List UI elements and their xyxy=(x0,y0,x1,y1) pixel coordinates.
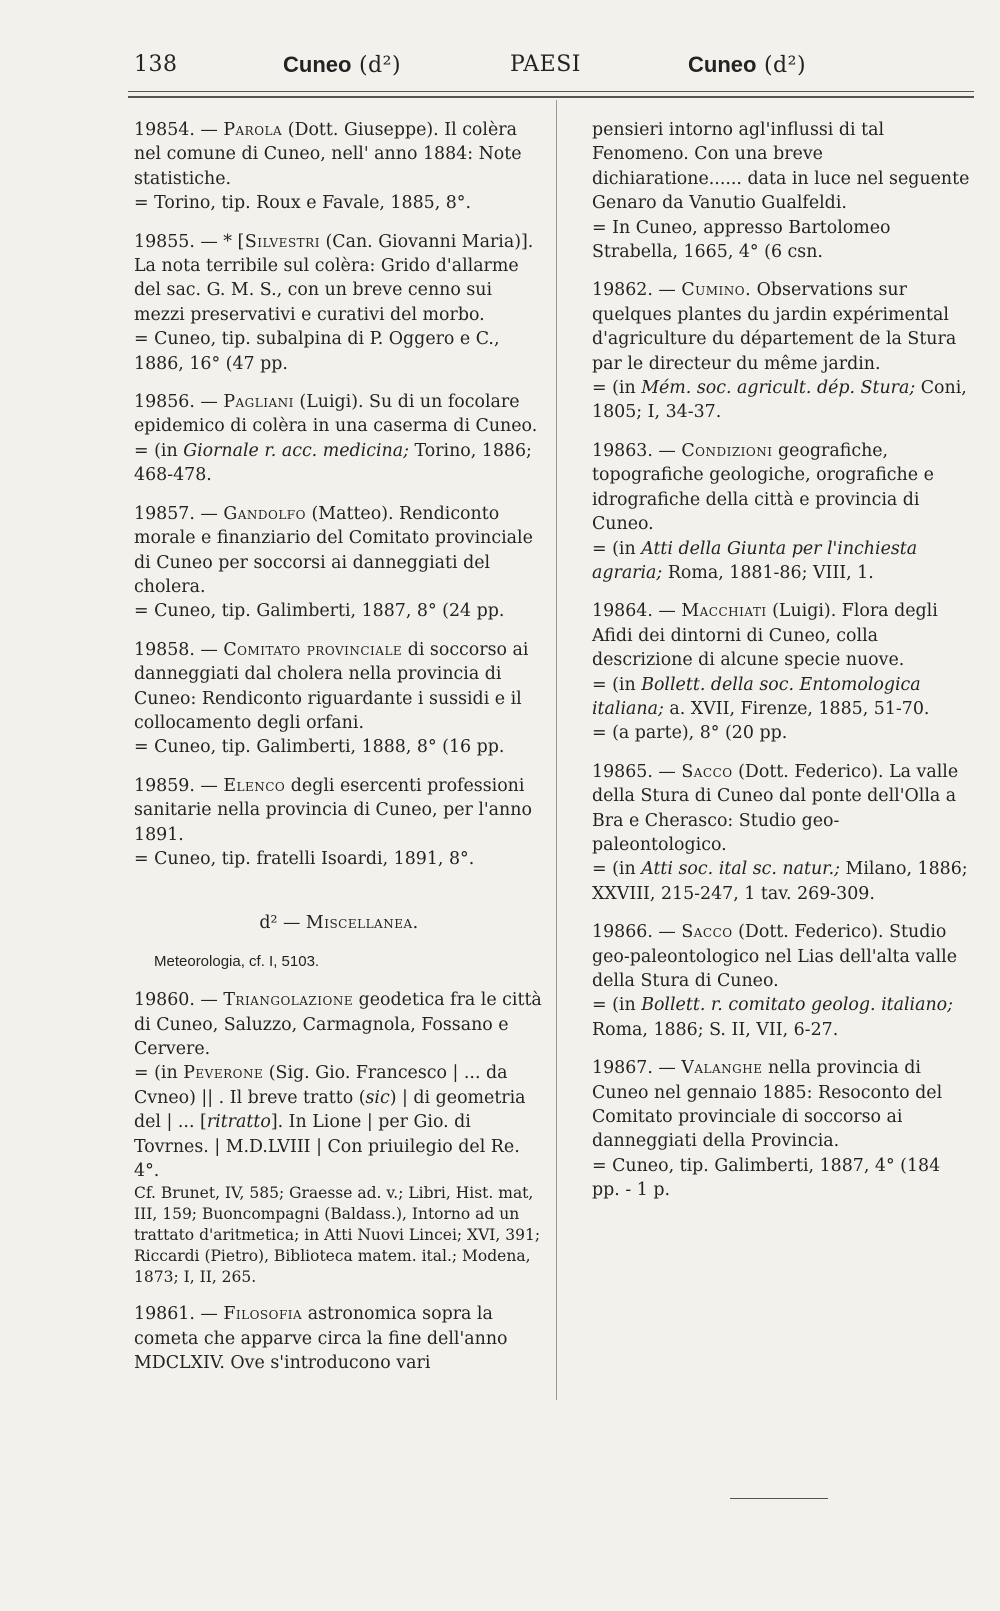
entry-author: Parola xyxy=(223,120,283,140)
header-left-code: (d²) xyxy=(358,53,402,78)
header-rule-top xyxy=(128,91,974,92)
imprint-prefix: = (in xyxy=(134,440,184,461)
imprint-prefix: = (in xyxy=(592,538,642,559)
entry-text xyxy=(134,502,544,600)
imprint-journal: Mém. soc. agricult. dép. Stura; xyxy=(641,378,916,399)
entry-number: 19863. — xyxy=(592,440,676,461)
entry-number: 19855. — * xyxy=(134,231,232,252)
entry-description: (Dott. Giuseppe). Il colèra nel comune di Cuneo, nell' anno 1884: Note statistiche. xyxy=(134,120,522,189)
entry-imprint: = Cuneo, tip. Galimberti, 1888, 8° (16 pp. xyxy=(134,737,505,758)
imprint-suffix: ]. In Lione | per Gio. di Tovrnes. | M.D.LVIII | Con priuilegio del Re. 4°. xyxy=(134,1112,520,1182)
entry-imprint xyxy=(592,376,972,425)
entry-description: degli esercenti professioni sanitarie nella provincia di Cuneo, per l'anno 1891. xyxy=(134,775,532,845)
entry-description: nella provincia di Cuneo nel gennaio 1885: Resoconto del Comitato provinciale di soccorso ai danneggiati della Provincia. xyxy=(592,1058,943,1152)
entry-author: Pagliani xyxy=(223,392,294,413)
section-title: Miscellanea. xyxy=(305,913,419,934)
entry-text xyxy=(134,390,544,439)
entry-19864 xyxy=(592,599,972,745)
entry-continuation: pensieri intorno agl'influssi di tal Fenomeno. Con una breve dichiaratione...... data in luce nel seguente Genaro da Vanutio Gualfeldi. xyxy=(592,120,970,214)
imprint-suffix: Torino, 1886; 468-478. xyxy=(134,440,532,486)
entry-imprint: = Cuneo, tip. fratelli Isoardi, 1891, 8°. xyxy=(134,848,475,869)
entry-text xyxy=(134,774,544,847)
entry-text xyxy=(134,988,544,1061)
imprint-ritratto: ritratto xyxy=(206,1112,271,1133)
entry-description: di soccorso ai danneggiati dal cholera nella provincia di Cuneo: Rendiconto riguardante i sussidi e il collocamento degli orfani. xyxy=(134,639,529,733)
imprint-suffix: Roma, 1881-86; VIII, 1. xyxy=(662,562,874,583)
entry-description: (Luigi). Su di un focolare epidemico di colèra in una caserma di Cuneo. xyxy=(134,392,538,437)
imprint-journal: Giornale r. acc. medicina; xyxy=(183,440,409,461)
imprint-suffix: Roma, 1886; S. II, VII, 6-27. xyxy=(592,1019,839,1040)
header-center: PAESI xyxy=(510,52,581,77)
entry-19857 xyxy=(134,502,544,624)
imprint-suffix: Milano, 1886; XXVIII, 215-247, 1 tav. 269-309. xyxy=(592,859,968,904)
column-divider xyxy=(556,100,557,1400)
entry-text xyxy=(134,1302,544,1375)
entry-number: 19856. — xyxy=(134,392,218,413)
entry-author: Cumino. xyxy=(681,280,752,301)
entry-19860 xyxy=(134,988,544,1288)
entry-imprint: = Cuneo, tip. Galimberti, 1887, 8° (24 pp. xyxy=(134,601,505,622)
imprint-journal: Bollett. della soc. Entomologica italiana; xyxy=(592,674,921,719)
entry-imprint: = Cuneo, tip. subalpina di P. Oggero e C., 1886, 16° (47 pp. xyxy=(134,329,500,374)
header-right-code: (d²) xyxy=(763,53,807,78)
entry-19858 xyxy=(134,638,544,760)
page-number: 138 xyxy=(134,52,178,77)
entry-number: 19854. — xyxy=(134,120,218,140)
entry-author: Gandolfo xyxy=(223,503,306,524)
entry-19856 xyxy=(134,390,544,488)
section-heading xyxy=(134,911,544,935)
entry-description: geografiche, topografiche geologiche, orografiche e idrografiche della città e provincia di Cuneo. xyxy=(592,440,934,535)
entry-text xyxy=(134,638,544,736)
entry-description: astronomica sopra la cometa che apparve circa la fine dell'anno MDCLXIV. Ove s'introducono vari xyxy=(134,1304,508,1374)
entry-19855 xyxy=(134,230,544,376)
entry-number: 19858. — xyxy=(134,639,218,660)
entry-description: (Dott. Federico). Studio geo-paleontologico nel Lias dell'alta valle della Stura di Cuneo. xyxy=(592,922,957,991)
entry-imprint xyxy=(592,537,972,586)
entry-number: 19859. — xyxy=(134,775,218,796)
entry-19866 xyxy=(592,920,972,1042)
entry-imprint xyxy=(592,673,972,722)
entry-19854 xyxy=(134,118,544,216)
entry-number: 19860. — xyxy=(134,990,218,1011)
right-column xyxy=(592,118,972,1217)
end-rule xyxy=(730,1498,828,1499)
section-dash: — xyxy=(282,913,301,934)
entry-author: Triangolazione xyxy=(223,990,354,1011)
imprint-middle: (Sig. Gio. Francesco | ... da Cvneo) || . Il breve tratto ( xyxy=(134,1063,508,1108)
entry-imprint: = In Cuneo, appresso Bartolomeo Strabella, 1665, 4° (6 csn. xyxy=(592,217,891,263)
entry-19861 xyxy=(134,1302,544,1375)
header-right-place: Cuneo xyxy=(688,52,757,77)
entry-description: (Matteo). Rendiconto morale e finanziario del Comitato provinciale di Cuneo per soccorsi ai danneggiati del cholera. xyxy=(134,503,533,597)
imprint-prefix: = (in xyxy=(592,995,642,1016)
entry-text xyxy=(592,439,972,537)
entry-imprint xyxy=(134,439,544,488)
entry-19865 xyxy=(592,760,972,906)
entry-description: (Luigi). Flora degli Afidi dei dintorni di Cuneo, colla descrizione di alcune specie nuove. xyxy=(592,601,938,671)
header-rule-bottom xyxy=(128,96,974,98)
cross-reference: Meteorologia, cf. I, 5103. xyxy=(154,952,320,970)
entry-author: Condizioni xyxy=(681,440,773,461)
entry-number: 19862. — xyxy=(592,280,676,301)
imprint-journal: Atti soc. ital sc. natur.; xyxy=(641,859,840,880)
entry-19863 xyxy=(592,439,972,585)
entry-description: geodetica fra le città di Cuneo, Saluzzo, Carmagnola, Fossano e Cervere. xyxy=(134,990,542,1059)
entry-number: 19866. — xyxy=(592,922,676,943)
entry-text xyxy=(134,118,544,191)
entry-19867 xyxy=(592,1056,972,1202)
entry-text xyxy=(592,760,972,858)
entry-imprint xyxy=(592,857,972,906)
imprint-journal: Bollett. r. comitato geolog. italiano; xyxy=(641,995,954,1016)
entry-description: (Dott. Federico). La valle della Stura di Cuneo dal ponte dell'Olla a Bra e Cherasco: Studio geo-paleontologico. xyxy=(592,761,959,855)
entry-number: 19857. — xyxy=(134,503,218,524)
entry-number: 19861. — xyxy=(134,1304,218,1325)
imprint-prefix: = (in xyxy=(134,1063,184,1084)
imprint-prefix: = (in xyxy=(592,378,642,399)
section-code: d² xyxy=(259,913,278,934)
imprint-sic: sic xyxy=(365,1087,390,1108)
entry-imprint-separate: = (a parte), 8° (20 pp. xyxy=(592,723,788,744)
imprint-middle-2: ) | di geometria del | ... [ xyxy=(134,1087,526,1133)
imprint-suffix: Coni, 1805; I, 34-37. xyxy=(592,378,967,423)
entry-author: Sacco xyxy=(681,922,733,943)
entry-author: Comitato provinciale xyxy=(223,639,403,660)
entry-text xyxy=(592,920,972,993)
imprint-suffix: a. XVII, Firenze, 1885, 51-70. xyxy=(663,698,930,719)
entry-number: 19867. — xyxy=(592,1058,676,1079)
entry-description: (Can. Giovanni Maria)]. La nota terribile sul colèra: Grido d'allarme del sac. G. M. S., con un breve cenno sui mezzi preservativi e curativi del morbo. xyxy=(134,231,534,325)
left-column xyxy=(134,118,544,1390)
entry-author: Macchiati xyxy=(681,601,767,622)
entry-number: 19865. — xyxy=(592,761,676,782)
entry-imprint xyxy=(134,1061,544,1183)
entry-19859 xyxy=(134,774,544,872)
entry-author: Filosofia xyxy=(223,1304,303,1325)
entry-19861-continued xyxy=(592,118,972,264)
imprint-prefix: = (in xyxy=(592,674,642,695)
entry-imprint: = Torino, tip. Roux e Favale, 1885, 8°. xyxy=(134,193,472,214)
entry-19862 xyxy=(592,278,972,424)
header-right-title xyxy=(688,52,806,78)
entry-author: Valanghe xyxy=(681,1058,763,1079)
entry-imprint xyxy=(592,993,972,1042)
entry-author: Sacco xyxy=(681,761,733,782)
entry-text xyxy=(134,230,544,328)
entry-text xyxy=(592,278,972,376)
entry-number: 19864. — xyxy=(592,601,676,622)
header-left-place: Cuneo xyxy=(283,52,352,77)
header-left-title xyxy=(283,52,401,78)
imprint-prefix: = (in xyxy=(592,859,642,880)
entry-author: Elenco xyxy=(223,775,286,796)
imprint-author: Peverone xyxy=(183,1063,264,1084)
entry-note: Cf. Brunet, IV, 585; Graesse ad. v.; Libri, Hist. mat, III, 159; Buoncompagni (Baldass.), Intorno ad un trattato d'aritmetica; in Atti Nuovi Lincei; XVI, 391; Riccardi (Pietro), Biblioteca matem. ital.; Modena, 1873; I, II, 265. xyxy=(134,1184,541,1287)
entry-author: [Silvestri xyxy=(237,231,320,252)
entry-text xyxy=(592,599,972,672)
entry-description: Observations sur quelques plantes du jardin expérimental d'agriculture du département de la Stura par le directeur du même jardin. xyxy=(592,280,957,374)
entry-text xyxy=(592,1056,972,1154)
entry-imprint: = Cuneo, tip. Galimberti, 1887, 4° (184 pp. - 1 p. xyxy=(592,1155,941,1201)
imprint-journal: Atti della Giunta per l'inchiesta agraria; xyxy=(592,538,918,583)
